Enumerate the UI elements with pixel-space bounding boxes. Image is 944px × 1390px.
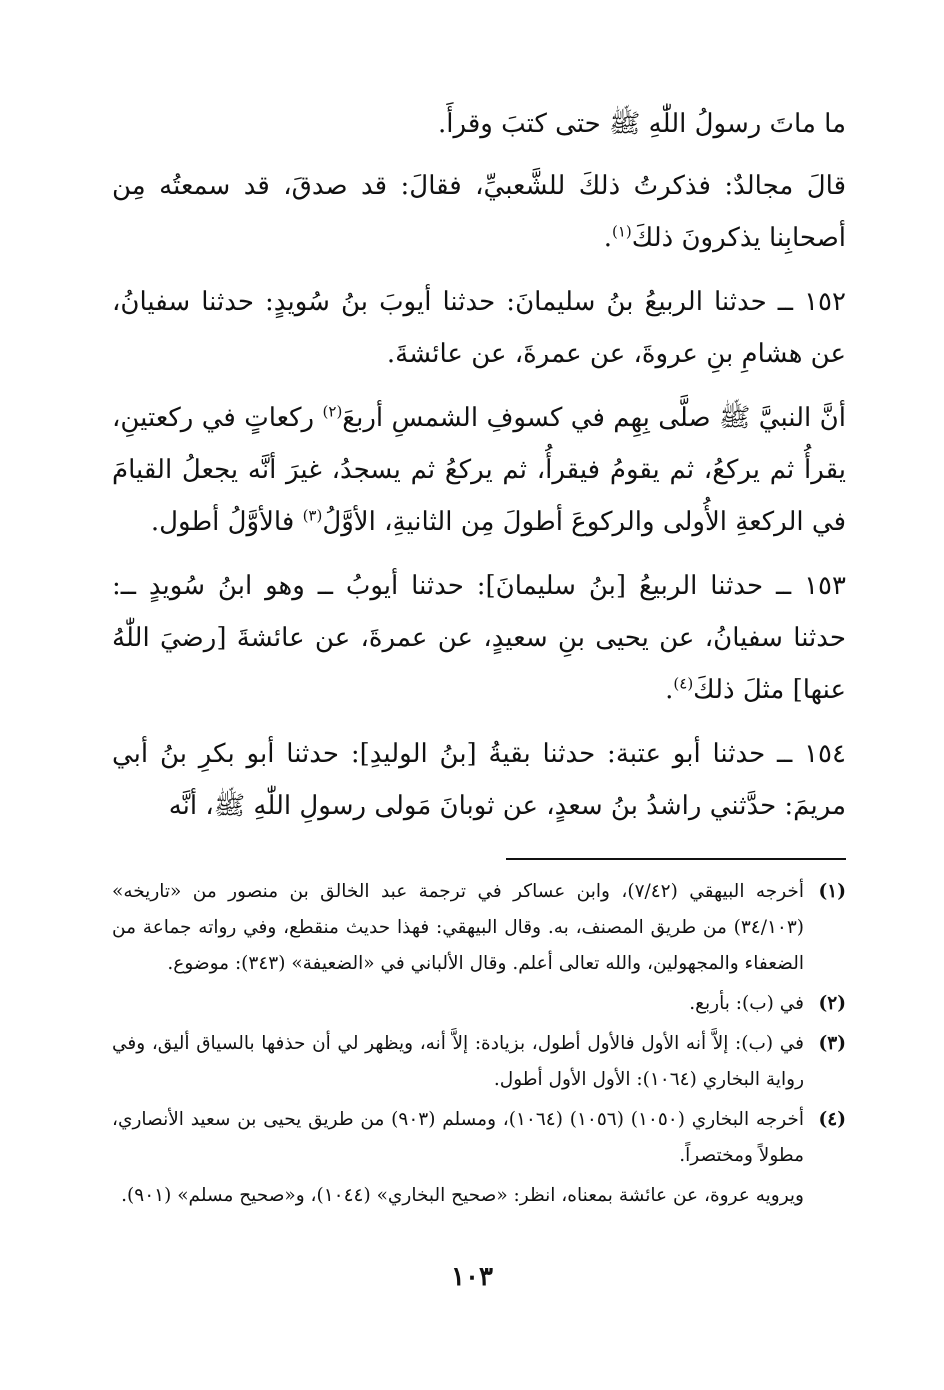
- page-number: ١٠٣: [451, 1262, 493, 1292]
- intro-line-text: ما ماتَ رسولُ اللّٰهِ ﷺ حتى كتبَ وقرأَ.: [438, 109, 846, 139]
- footnote-4-text: أخرجه البخاري (١٠٥٠) (١٠٥٦) (١٠٦٤)، ومسلم (٩٠٣) من طريق يحيى بن سعيد الأنصاري، مطولاً ومختصراً.: [112, 1109, 805, 1166]
- hadith-152-chain: [112, 276, 846, 380]
- hadith-154: [112, 728, 846, 832]
- main-text: [112, 98, 846, 832]
- footnote-3-text: في (ب): إلاَّ أنه الأول فالأول أطول، بزيادة: إلاَّ أنه، ويظهر لي أن حذفها بالسياق أليق، وفي رواية البخاري (١٠٦٤): الأول الأول أطول.: [112, 1033, 804, 1090]
- hadith-154-text: ١٥٤ ــ حدثنا أبو عتبة: حدثنا بقيةُ [بنُ الوليدِ]: حدثنا أبو بكرِ بنُ أبي مريمَ: حدَّثني راشدُ بنُ سعدٍ، عن ثوبانَ مَولى رسولِ اللّٰهِ ﷺ، أنَّه: [112, 739, 846, 821]
- footnote-4-continuation: ويرويه عروة، عن عائشة بمعناه، انظر: «صحيح البخاري» (١٠٤٤)، و«صحيح مسلم» (٩٠١).: [121, 1185, 804, 1206]
- footnotes: [112, 874, 846, 1214]
- paragraph-mujalid-text: قالَ مجالدٌ: فذكرتُ ذلكَ للشَّعبيِّ، فقالَ: قد صدقَ، قد سمعتُه مِن أصحابِنا يذكرونَ ذلكَ: [112, 171, 846, 253]
- footnote-ref-2: (٢): [322, 402, 343, 421]
- footnote-3-number: (٣): [818, 1033, 846, 1054]
- footnote-4-number: (٤): [818, 1109, 846, 1130]
- paragraph-mujalid-end: .: [603, 223, 612, 253]
- hadith-152-body-part-b: ركعاتٍ في ركعتينِ، يقرأُ ثم يركعُ، ثم يقومُ فيقرأُ، ثم يركعُ ثم يسجدُ، غيرَ أنَّه يجعلُ القيامَ في الركعةِ الأُولى والركوعَ أطولَ مِن الثانيةِ، الأوَّلُ: [112, 403, 846, 537]
- footnote-ref-4: (٤): [673, 674, 694, 693]
- footnote-2-number: (٢): [818, 993, 846, 1014]
- hadith-152-body-part-a: أنَّ النبيَّ ﷺ صلَّى بِهِم في كسوفِ الشمسِ أربعَ: [342, 403, 846, 433]
- footnote-ref-3: (٣): [302, 506, 323, 525]
- footnote-4: [112, 1102, 846, 1174]
- hadith-153-text: ١٥٣ ــ حدثنا الربيعُ [بنُ سليمانَ]: حدثنا أيوبُ ــ وهو ابنُ سُويدٍ ــ: حدثنا سفيانُ، عن يحيى بنِ سعيدٍ، عن عمرةَ، عن عائشةَ [رضيَ اللّٰهُ عنها] مثلَ ذلكَ: [112, 571, 846, 705]
- hadith-153-end: .: [665, 675, 674, 705]
- hadith-153: [112, 560, 846, 716]
- hadith-152-body: [112, 392, 846, 548]
- footnote-1: [112, 874, 846, 982]
- footnote-1-text: أخرجه البيهقي (٧/٤٢)، وابن عساكر في ترجمة عبد الخالق بن منصور من «تاريخه» (٣٤/١٠٣) من طريق المصنف، به. وقال البيهقي: فهذا حديث منقطع، وفي رواته جماعة من الضعفاء والمجهولين، والله تعالى أعلم. وقال الألباني في «الضعيفة» (٣٤٣): موضوع.: [112, 881, 804, 974]
- footnote-2: [112, 986, 846, 1022]
- hadith-152-body-part-c: فالأوَّلُ أطول.: [150, 507, 303, 537]
- footnote-divider: [506, 858, 846, 860]
- footnote-3: [112, 1026, 846, 1098]
- hadith-152-text: ١٥٢ ــ حدثنا الربيعُ بنُ سليمانَ: حدثنا أيوبَ بنُ سُويدٍ: حدثنا سفيانُ، عن هشامِ بنِ عروةَ، عن عمرةَ، عن عائشةَ.: [112, 287, 846, 369]
- intro-line: [112, 98, 846, 150]
- footnote-ref-1: (١): [612, 222, 632, 241]
- footnote-1-number: (١): [818, 881, 846, 902]
- footnote-2-text: في (ب): بأربع.: [689, 993, 804, 1014]
- paragraph-mujalid: [112, 160, 846, 264]
